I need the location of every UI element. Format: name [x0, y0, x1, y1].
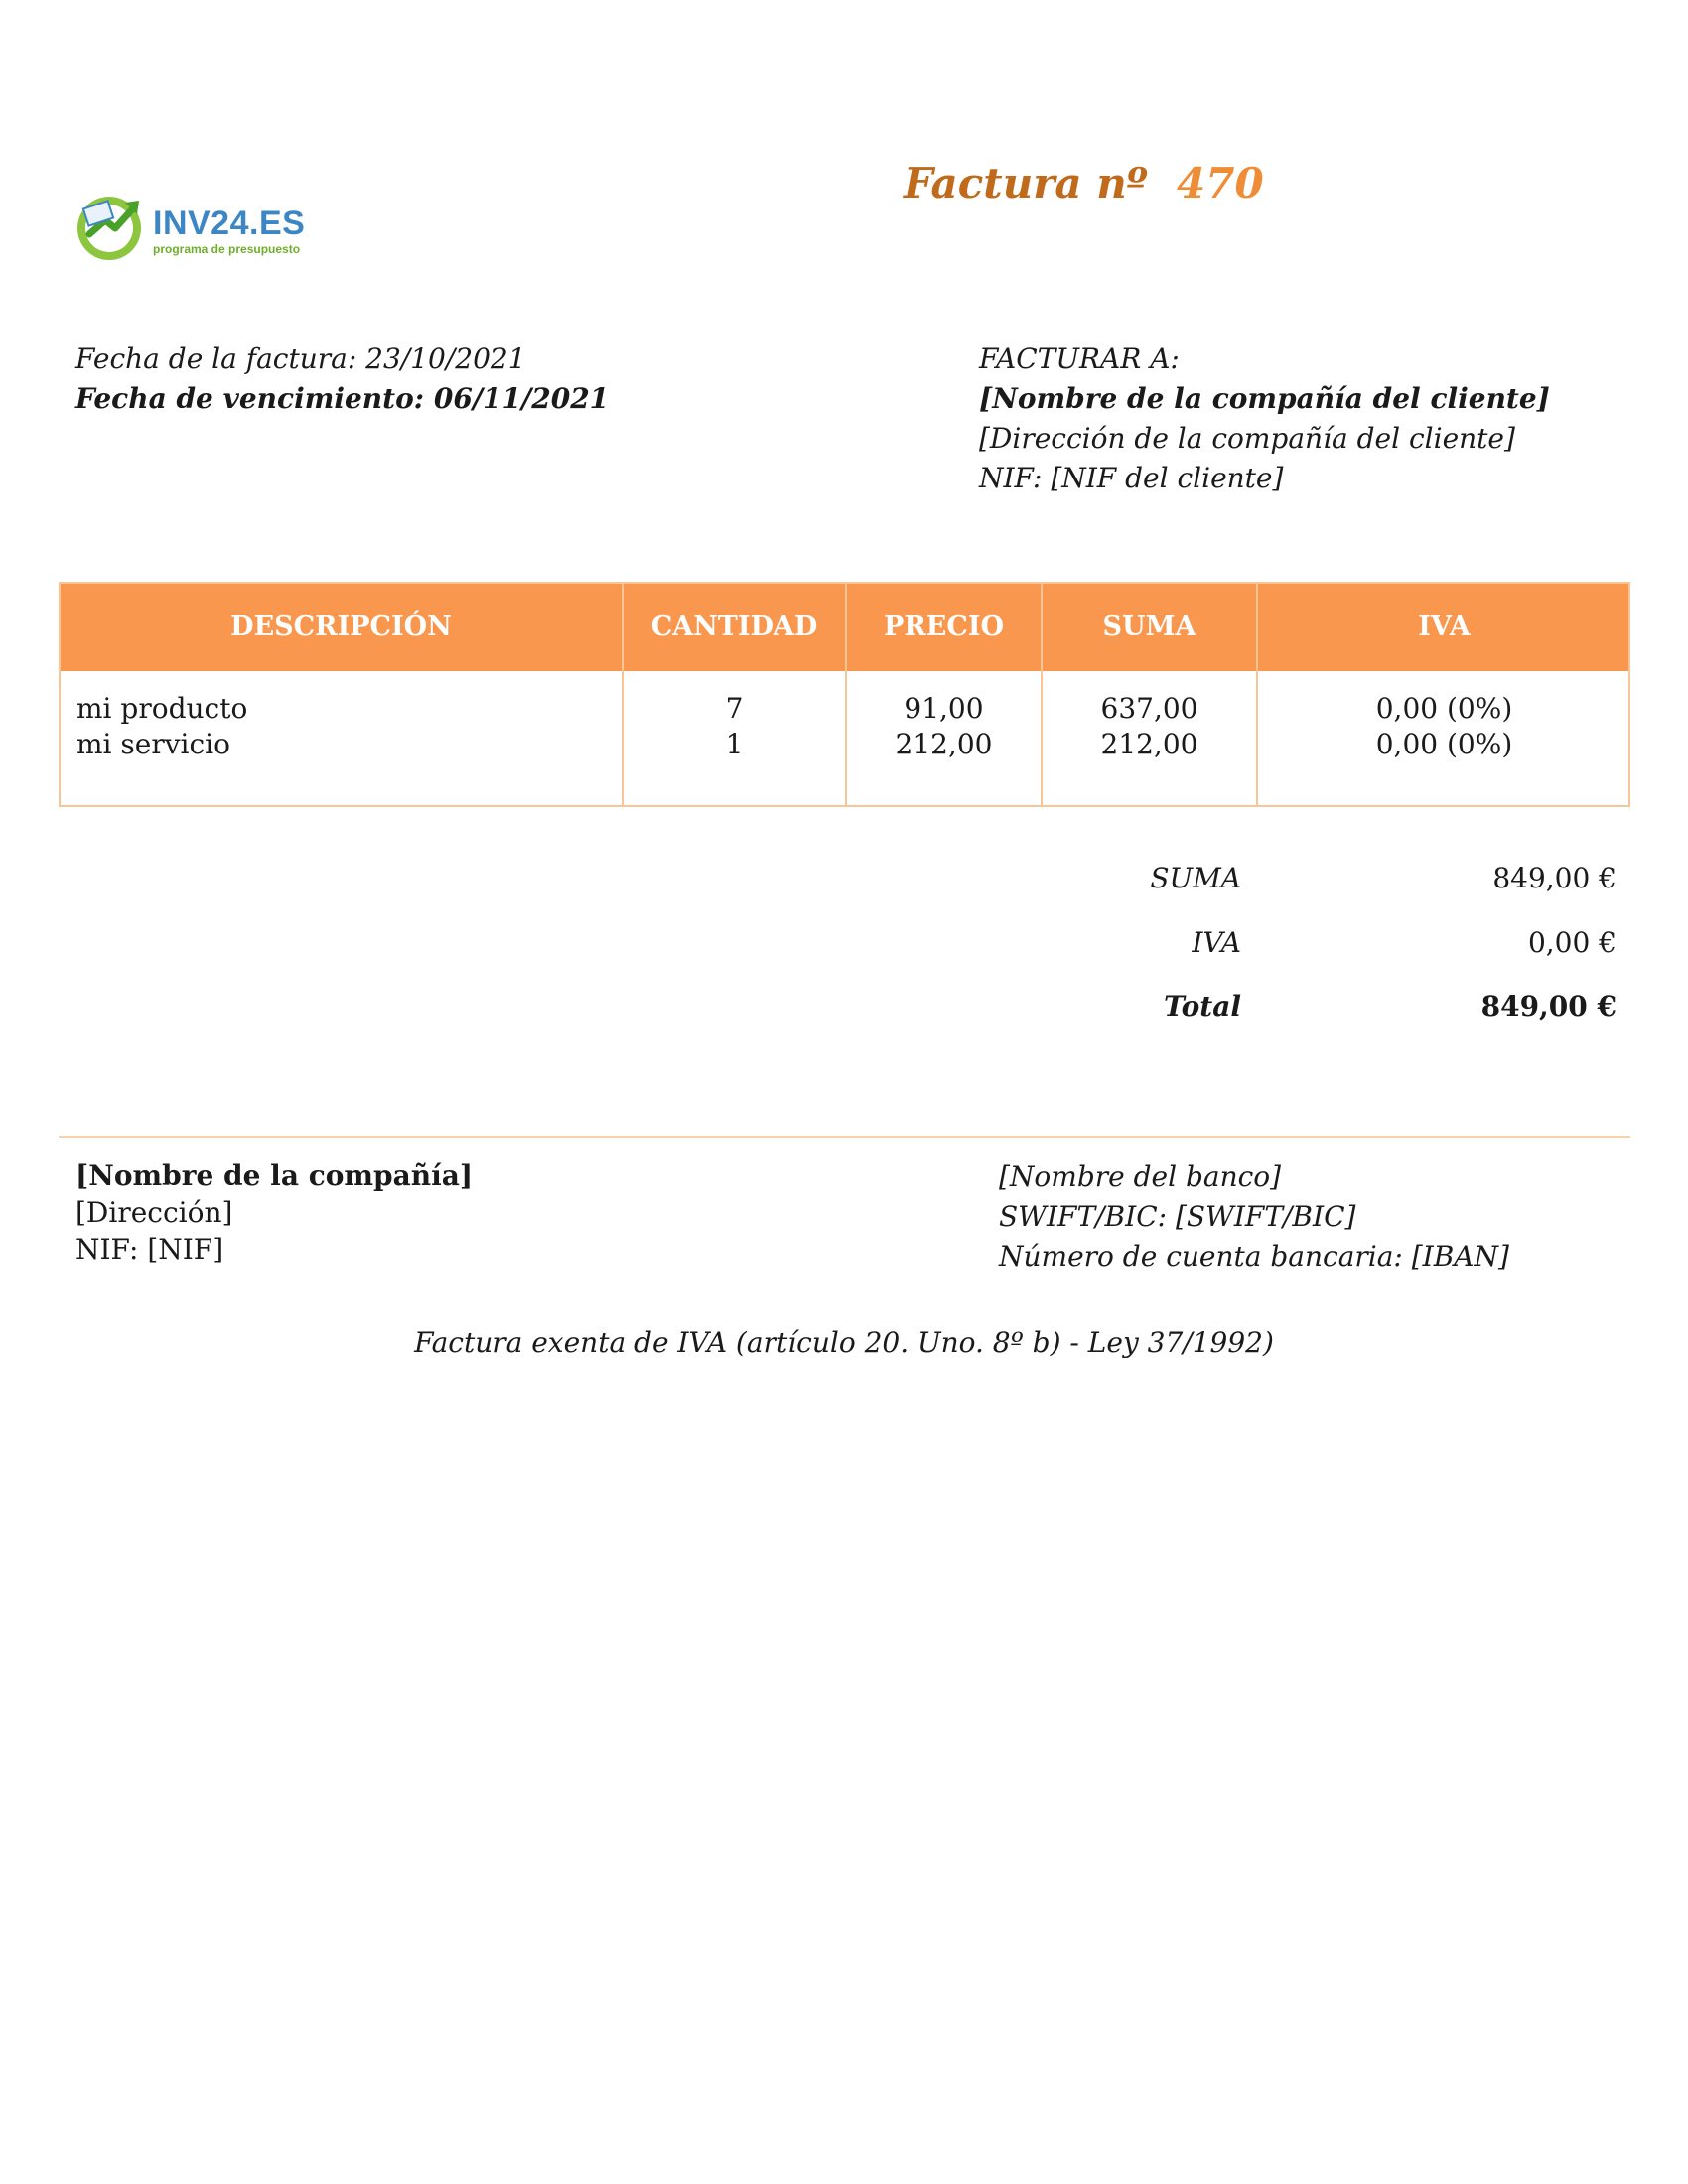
due-date: Fecha de vencimiento: 06/11/2021	[75, 382, 610, 415]
company-address: [Dirección]	[75, 1196, 233, 1229]
row-2-description: mi servicio	[76, 728, 230, 760]
logo-name: INV24.ES	[153, 205, 306, 242]
column-price	[847, 691, 1041, 762]
row-2-sum: 212,00	[1100, 728, 1198, 760]
subtotal-label: SUMA	[1150, 862, 1241, 894]
logo-tagline: programa de presupuesto	[153, 242, 301, 256]
items-table	[59, 582, 1630, 807]
header-description: DESCRIPCIÓN	[230, 612, 452, 642]
header-quantity: CANTIDAD	[650, 612, 818, 642]
company-name: [Nombre de la compañía]	[75, 1160, 474, 1192]
header-vat: IVA	[1418, 612, 1471, 642]
row-1-vat: 0,00 (0%)	[1375, 692, 1513, 725]
row-1-description: mi producto	[76, 692, 248, 725]
bank-info	[999, 1158, 1509, 1277]
vat-total-label: IVA	[1192, 926, 1241, 959]
column-sum	[1043, 691, 1256, 762]
invoice-dates	[75, 340, 609, 419]
bill-to-block	[979, 340, 1550, 498]
logo-emblem-icon	[77, 197, 141, 260]
company-nif: NIF: [NIF]	[75, 1233, 224, 1266]
invoice-title	[904, 159, 1264, 207]
column-vat	[1258, 691, 1630, 762]
subtotal-value: 849,00 €	[1492, 862, 1617, 894]
column-description	[76, 691, 613, 762]
bank-account: Número de cuenta bancaria: [IBAN]	[999, 1240, 1509, 1273]
bill-to-label: FACTURAR A:	[979, 342, 1180, 375]
header-price: PRECIO	[884, 612, 1004, 642]
invoice-number: 470	[1177, 159, 1264, 207]
client-name: [Nombre de la compañía del cliente]	[979, 382, 1550, 415]
issue-date: Fecha de la factura: 23/10/2021	[75, 342, 526, 375]
grand-total-value: 849,00 €	[1480, 990, 1617, 1023]
client-address: [Dirección de la compañía del cliente]	[979, 422, 1515, 455]
company-info	[75, 1158, 473, 1268]
row-1-price: 91,00	[904, 692, 984, 725]
row-2-vat: 0,00 (0%)	[1375, 728, 1513, 760]
vat-total-value: 0,00 €	[1527, 926, 1617, 959]
column-quantity	[624, 691, 845, 762]
row-1-quantity: 7	[725, 692, 744, 725]
header-sum: SUMA	[1102, 612, 1196, 642]
bank-swift: SWIFT/BIC: [SWIFT/BIC]	[999, 1200, 1356, 1233]
row-1-sum: 637,00	[1100, 692, 1198, 725]
footer-divider	[59, 1136, 1630, 1138]
vat-exemption-note: Factura exenta de IVA (artículo 20. Uno. 8º b) - Ley 37/1992)	[414, 1326, 1274, 1359]
invoice-title-prefix: Factura nº	[904, 159, 1148, 207]
row-2-price: 212,00	[895, 728, 993, 760]
bank-name: [Nombre del banco]	[999, 1160, 1282, 1193]
client-nif: NIF: [NIF del cliente]	[979, 462, 1284, 494]
grand-total-label: Total	[1163, 990, 1241, 1023]
row-2-quantity: 1	[725, 728, 744, 760]
